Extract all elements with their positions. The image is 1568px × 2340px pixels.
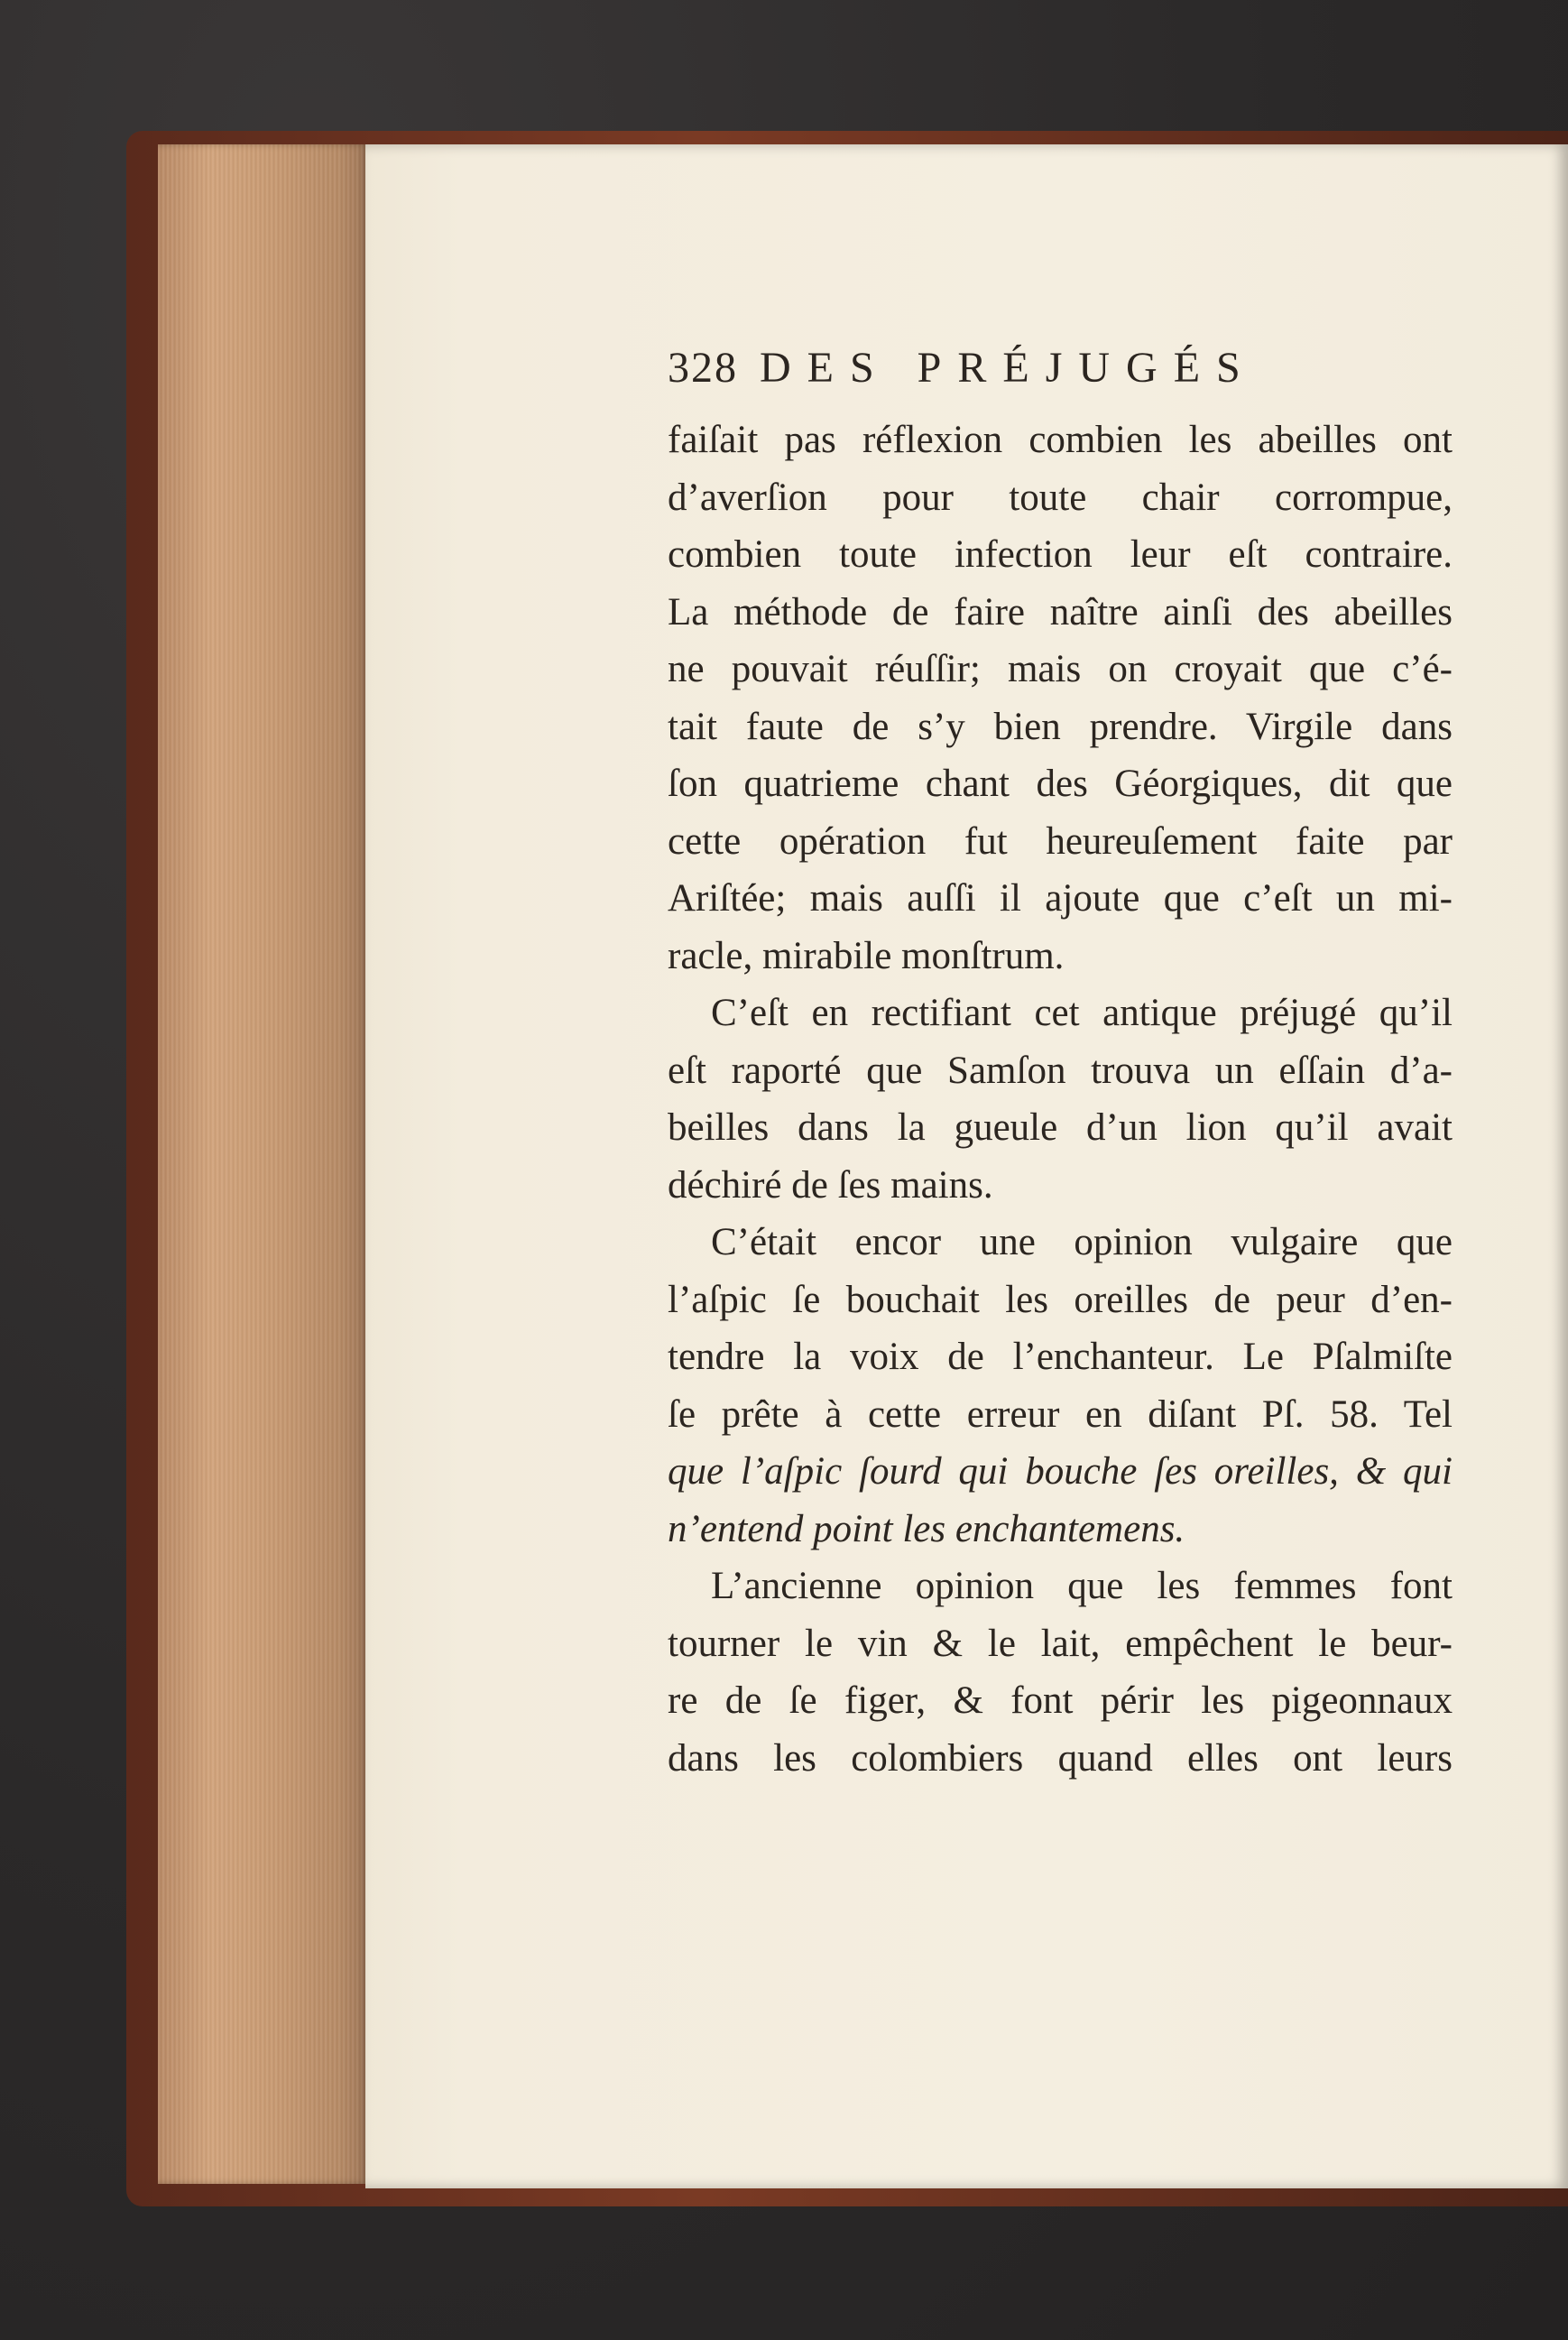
- text-line: La méthode de faire naître ainſi des abeilles: [668, 590, 1453, 634]
- text-line: ſon quatrieme chant des Géorgiques, dit que: [668, 763, 1453, 805]
- text-line: tourner le vin & le lait, empêchent le beur-: [668, 1622, 1453, 1665]
- text-line: C’eſt en rectifiant cet antique préjugé qu’il: [711, 992, 1453, 1034]
- text-line: l’aſpic ſe bouchait les oreilles de peur d’en-: [668, 1278, 1453, 1321]
- page-text: [668, 325, 1453, 1787]
- text-line: ſe prête à cette erreur en diſant Pſ. 58. Tel: [668, 1392, 1453, 1436]
- text-line: déchiré de ſes mains.: [668, 1163, 993, 1207]
- text-line: L’ancienne opinion que les femmes font: [711, 1565, 1453, 1607]
- text-line: tait faute de s’y bien prendre. Virgile dans: [668, 705, 1453, 748]
- running-head-title: DES PRÉJUGÉS: [760, 344, 1257, 392]
- text-line: eſt raporté que Samſon trouva un eſſain d’a-: [668, 1049, 1453, 1092]
- text-line: combien toute infection leur eſt contraire.: [668, 533, 1453, 576]
- text-line: cette opération fut heureuſement faite par: [668, 819, 1453, 863]
- text-line: ne pouvait réuſſir; mais on croyait que c’é-: [668, 648, 1453, 690]
- text-line: racle, mirabile monſtrum.: [668, 934, 1065, 977]
- text-line: faiſait pas réflexion combien les abeilles ont: [668, 419, 1453, 461]
- text-line: tendre la voix de l’enchanteur. Le Pſalmiſte: [668, 1336, 1453, 1378]
- page-number: 328: [668, 344, 738, 392]
- text-line: C’était encor une opinion vulgaire que: [711, 1221, 1453, 1263]
- text-line: que l’aſpic ſourd qui bouche ſes oreilles, & qui: [668, 1450, 1453, 1493]
- text-line: dans les colombiers quand elles ont leurs: [668, 1736, 1453, 1780]
- text-line: n’entend point les enchantemens.: [668, 1507, 1185, 1550]
- text-line: Ariſtée; mais auſſi il ajoute que c’eſt un mi-: [668, 877, 1453, 920]
- text-line: beilles dans la gueule d’un lion qu’il avait: [668, 1106, 1453, 1149]
- text-line: re de ſe figer, & font périr les pigeonnaux: [668, 1679, 1453, 1722]
- text-line: d’averſion pour toute chair corrompue,: [668, 476, 1453, 519]
- page-edges: [158, 144, 370, 2184]
- running-header: [668, 325, 1453, 412]
